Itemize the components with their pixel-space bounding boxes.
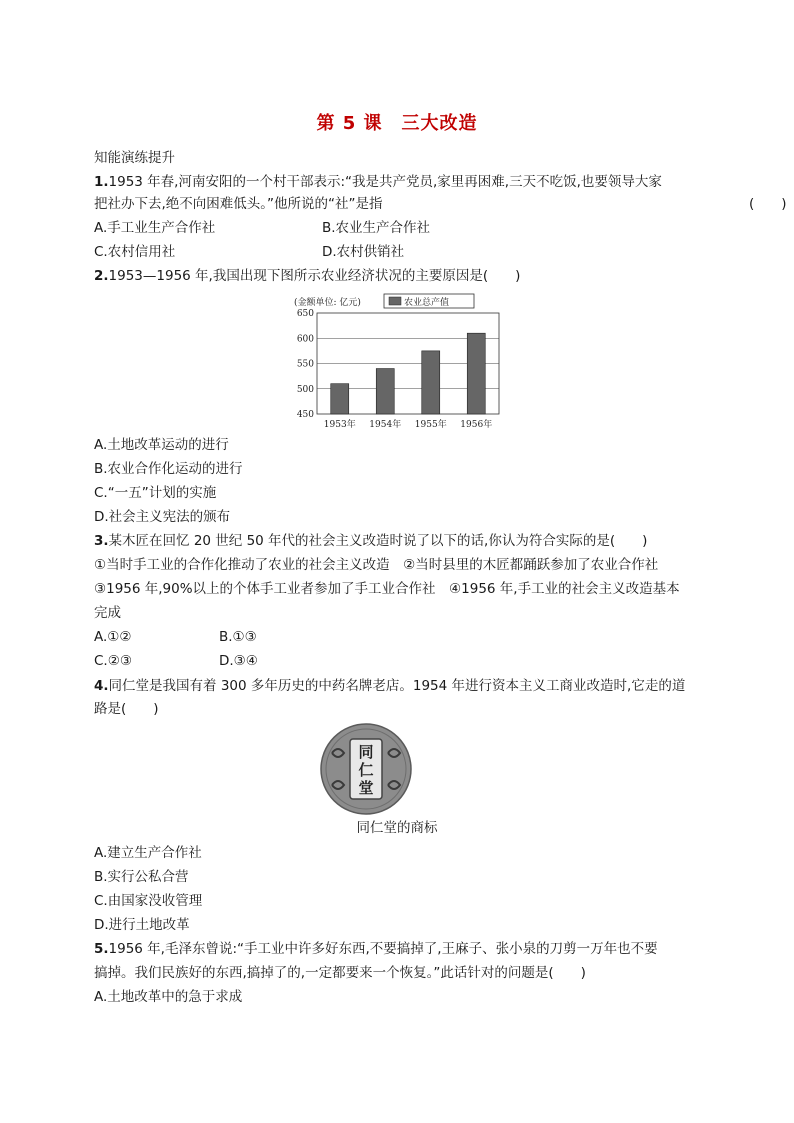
- q5-line1: [94, 940, 658, 958]
- x-tick-label: 1954年: [369, 420, 402, 430]
- y-tick-label: 550: [296, 359, 314, 370]
- bar-1955年: [422, 351, 440, 414]
- q4-number: 4.: [94, 678, 109, 694]
- chart-unit-label: (金额单位: 亿元): [294, 298, 361, 308]
- q4-option-d: D.进行土地改革: [94, 917, 190, 933]
- page-title: 第 5 课 三大改造: [316, 113, 478, 134]
- x-tick-label: 1956年: [460, 420, 493, 430]
- tongrentang-trademark-seal: [320, 723, 412, 815]
- x-tick-label: 1953年: [323, 420, 356, 430]
- q1-line1: [94, 173, 662, 191]
- q2-option-c: C.“一五”计划的实施: [94, 485, 217, 501]
- q1-text-2: 把社办下去,绝不向困难低头。”他所说的“社”是指: [94, 196, 383, 212]
- q3-option-d: D.③④: [219, 653, 258, 669]
- bar-1956年: [467, 333, 485, 414]
- q5-text: 1956 年,毛泽东曾说:“手工业中许多好东西,不要搞掉了,王麻子、张小泉的刀剪一万年也不要: [108, 941, 658, 957]
- legend-swatch: [389, 297, 401, 305]
- q5-number: 5.: [94, 941, 109, 957]
- y-tick-label: 450: [296, 410, 314, 420]
- q3-option-b: B.①③: [219, 629, 257, 645]
- q2-number: 2.: [94, 268, 109, 284]
- q4-text: 同仁堂是我国有着 300 多年历史的中药名牌老店。1954 年进行资本主义工商业改造时,它走的道: [108, 678, 686, 694]
- y-tick-label: 650: [296, 309, 314, 319]
- q1-option-a: A.手工业生产合作社: [94, 220, 216, 236]
- q2-text: 1953—1956 年,我国出现下图所示农业经济状况的主要原因是( ): [108, 268, 521, 284]
- q3-option-a: A.①②: [94, 629, 132, 645]
- q3-text: 某木匠在回忆 20 世纪 50 年代的社会主义改造时说了以下的话,你认为符合实际的是( ): [108, 533, 648, 549]
- q3-option-c: C.②③: [94, 653, 132, 669]
- q1-option-d: D.农村供销社: [322, 244, 405, 260]
- trademark-caption: 同仁堂的商标: [356, 820, 438, 836]
- bar-1953年: [331, 384, 349, 414]
- seal-char-3: 堂: [358, 779, 374, 797]
- q2-option-b: B.农业合作化运动的进行: [94, 461, 243, 477]
- q1-number: 1.: [94, 174, 109, 190]
- legend-label: 农业总产值: [404, 298, 450, 308]
- seal-char-1: 同: [358, 743, 374, 761]
- q4-option-b: B.实行公私合营: [94, 869, 189, 885]
- bar-1954年: [376, 369, 394, 414]
- q3-line4: 完成: [94, 605, 121, 621]
- x-tick-label: 1955年: [414, 420, 447, 430]
- q1-option-c: C.农村信用社: [94, 244, 176, 260]
- q4-line1: [94, 677, 685, 695]
- q2-option-a: A.土地改革运动的进行: [94, 437, 229, 453]
- y-tick-label: 600: [296, 334, 314, 345]
- q2-option-d: D.社会主义宪法的颁布: [94, 509, 231, 525]
- q1-line2: [94, 195, 787, 213]
- q1-answer-paren: ( ): [749, 196, 787, 212]
- q1-text: 1953 年春,河南安阳的一个村干部表示:“我是共产党员,家里再困难,三天不吃饭,也要领导大家: [108, 174, 662, 190]
- agriculture-output-bar-chart: [292, 290, 507, 435]
- y-tick-label: 500: [296, 384, 314, 395]
- q1-option-b: B.农业生产合作社: [322, 220, 431, 236]
- q3-line2: ①当时手工业的合作化推动了农业的社会主义改造 ②当时县里的木匠都踊跃参加了农业合作社: [94, 557, 659, 573]
- q4-line2: 路是( ): [94, 701, 159, 717]
- seal-char-2: 仁: [358, 761, 374, 779]
- q3-number: 3.: [94, 533, 109, 549]
- q5-line2: 搞掉。我们民族好的东西,搞掉了的,一定都要来一个恢复。”此话针对的问题是( ): [94, 965, 586, 981]
- q2-line1: [94, 267, 520, 285]
- q4-option-a: A.建立生产合作社: [94, 845, 202, 861]
- q3-line3: ③1956 年,90%以上的个体手工业者参加了手工业合作社 ④1956 年,手工业的社会主义改造基本: [94, 581, 680, 597]
- q5-option-a: A.土地改革中的急于求成: [94, 989, 243, 1005]
- section-label: 知能演练提升: [94, 150, 175, 166]
- q3-line1: [94, 532, 647, 550]
- q4-option-c: C.由国家没收管理: [94, 893, 203, 909]
